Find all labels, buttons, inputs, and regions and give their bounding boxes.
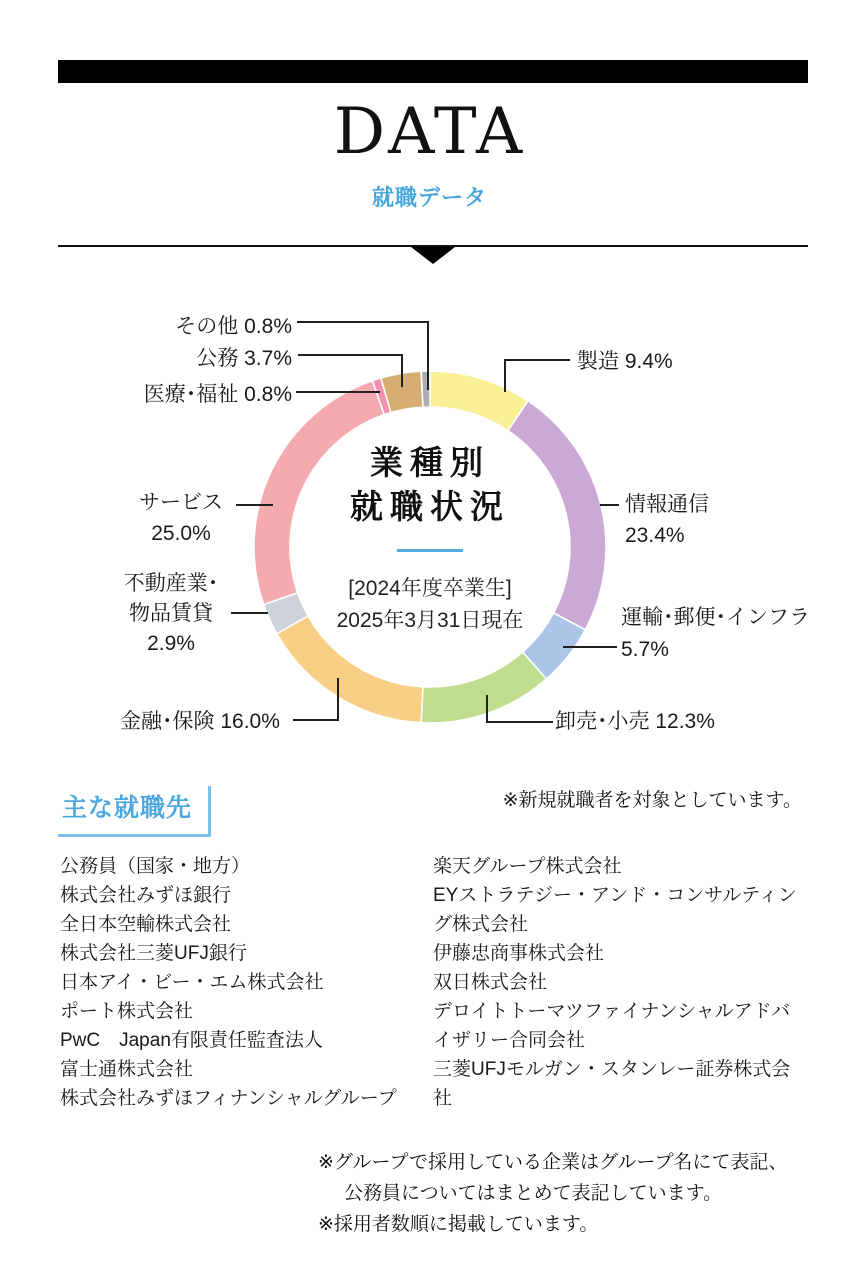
label-service — [129, 487, 233, 549]
footnote-line: 公務員についてはまとめて表記しています。 — [344, 1183, 723, 1204]
chart-title-line2: 就職状況 — [350, 488, 510, 525]
employer-item: EYストラテジー・アンド・コンサルティング株式会社 — [433, 885, 797, 935]
label-kinyu: 金融･保険 16.0% — [120, 710, 280, 733]
footnote-line: ※採用者数順に掲載しています。 — [318, 1214, 599, 1235]
label-service-pct: 25.0% — [151, 522, 211, 545]
employer-item: 株式会社みずほ銀行 — [60, 885, 232, 906]
page-title: DATA — [333, 95, 526, 169]
page-subtitle: 就職データ — [371, 185, 487, 210]
label-fudosan-line1: 不動産業･ — [123, 572, 219, 595]
employer-item: 楽天グループ株式会社 — [433, 856, 622, 877]
label-joho-name: 情報通信 — [625, 493, 709, 516]
label-unyu-name: 運輸･郵便･インフラ — [621, 606, 810, 629]
top-divider-bar — [58, 60, 808, 83]
employer-item: 全日本空輸株式会社 — [60, 914, 232, 935]
footnotes — [318, 1147, 787, 1240]
new-grads-note: ※新規就職者を対象としています。 — [502, 790, 802, 811]
label-unyu — [621, 602, 810, 666]
down-arrow-icon — [411, 247, 455, 264]
employer-item: 公務員（国家・地方） — [60, 856, 251, 877]
label-unyu-pct: 5.7% — [621, 638, 669, 661]
label-oroshi: 卸売･小売 12.3% — [555, 710, 715, 733]
label-service-name: サービス — [139, 491, 223, 514]
label-sonota: その他 0.8% — [175, 315, 292, 338]
label-fudosan-pct: 2.9% — [147, 632, 195, 655]
footnote-line: ※グループで採用している企業はグループ名にて表記、 — [318, 1152, 788, 1173]
donut-center-text — [270, 441, 590, 637]
leader-seizo — [505, 360, 570, 392]
chart-note-cohort: [2024年度卒業生] — [348, 577, 512, 600]
employer-list-left — [60, 852, 425, 1113]
label-iryo: 医療･福祉 0.8% — [143, 383, 292, 406]
label-seizo: 製造 9.4% — [577, 350, 673, 373]
employer-item: 株式会社みずほフィナンシャルグループ — [60, 1088, 397, 1109]
employer-item: PwC Japan有限責任監査法人 — [60, 1030, 323, 1051]
employers-heading: 主な就職先 — [58, 786, 211, 837]
employer-item: 伊藤忠商事株式会社 — [433, 943, 605, 964]
employer-item: 日本アイ・ビー・エム株式会社 — [60, 972, 324, 993]
employer-item: ポート株式会社 — [60, 1001, 194, 1022]
chart-title-line1: 業種別 — [370, 444, 490, 481]
label-komu: 公務 3.7% — [196, 347, 292, 370]
label-joho — [625, 489, 709, 551]
employer-item: 株式会社三菱UFJ銀行 — [60, 943, 247, 964]
employer-item: 三菱UFJモルガン・スタンレー証券株式会社 — [433, 1059, 791, 1109]
label-fudosan — [114, 569, 228, 659]
donut-segment-3 — [421, 652, 546, 723]
label-fudosan-line2: 物品賃貸 — [129, 602, 213, 625]
employer-item: 富士通株式会社 — [60, 1059, 194, 1080]
chart-note-date: 2025年3月31日現在 — [336, 609, 524, 632]
center-accent-rule — [397, 549, 463, 552]
employer-list-right — [433, 852, 805, 1113]
employer-item: デロイトトーマツファイナンシャルアドバイザリー合同会社 — [433, 1001, 791, 1051]
employer-item: 双日株式会社 — [433, 972, 548, 993]
label-joho-pct: 23.4% — [625, 524, 685, 547]
